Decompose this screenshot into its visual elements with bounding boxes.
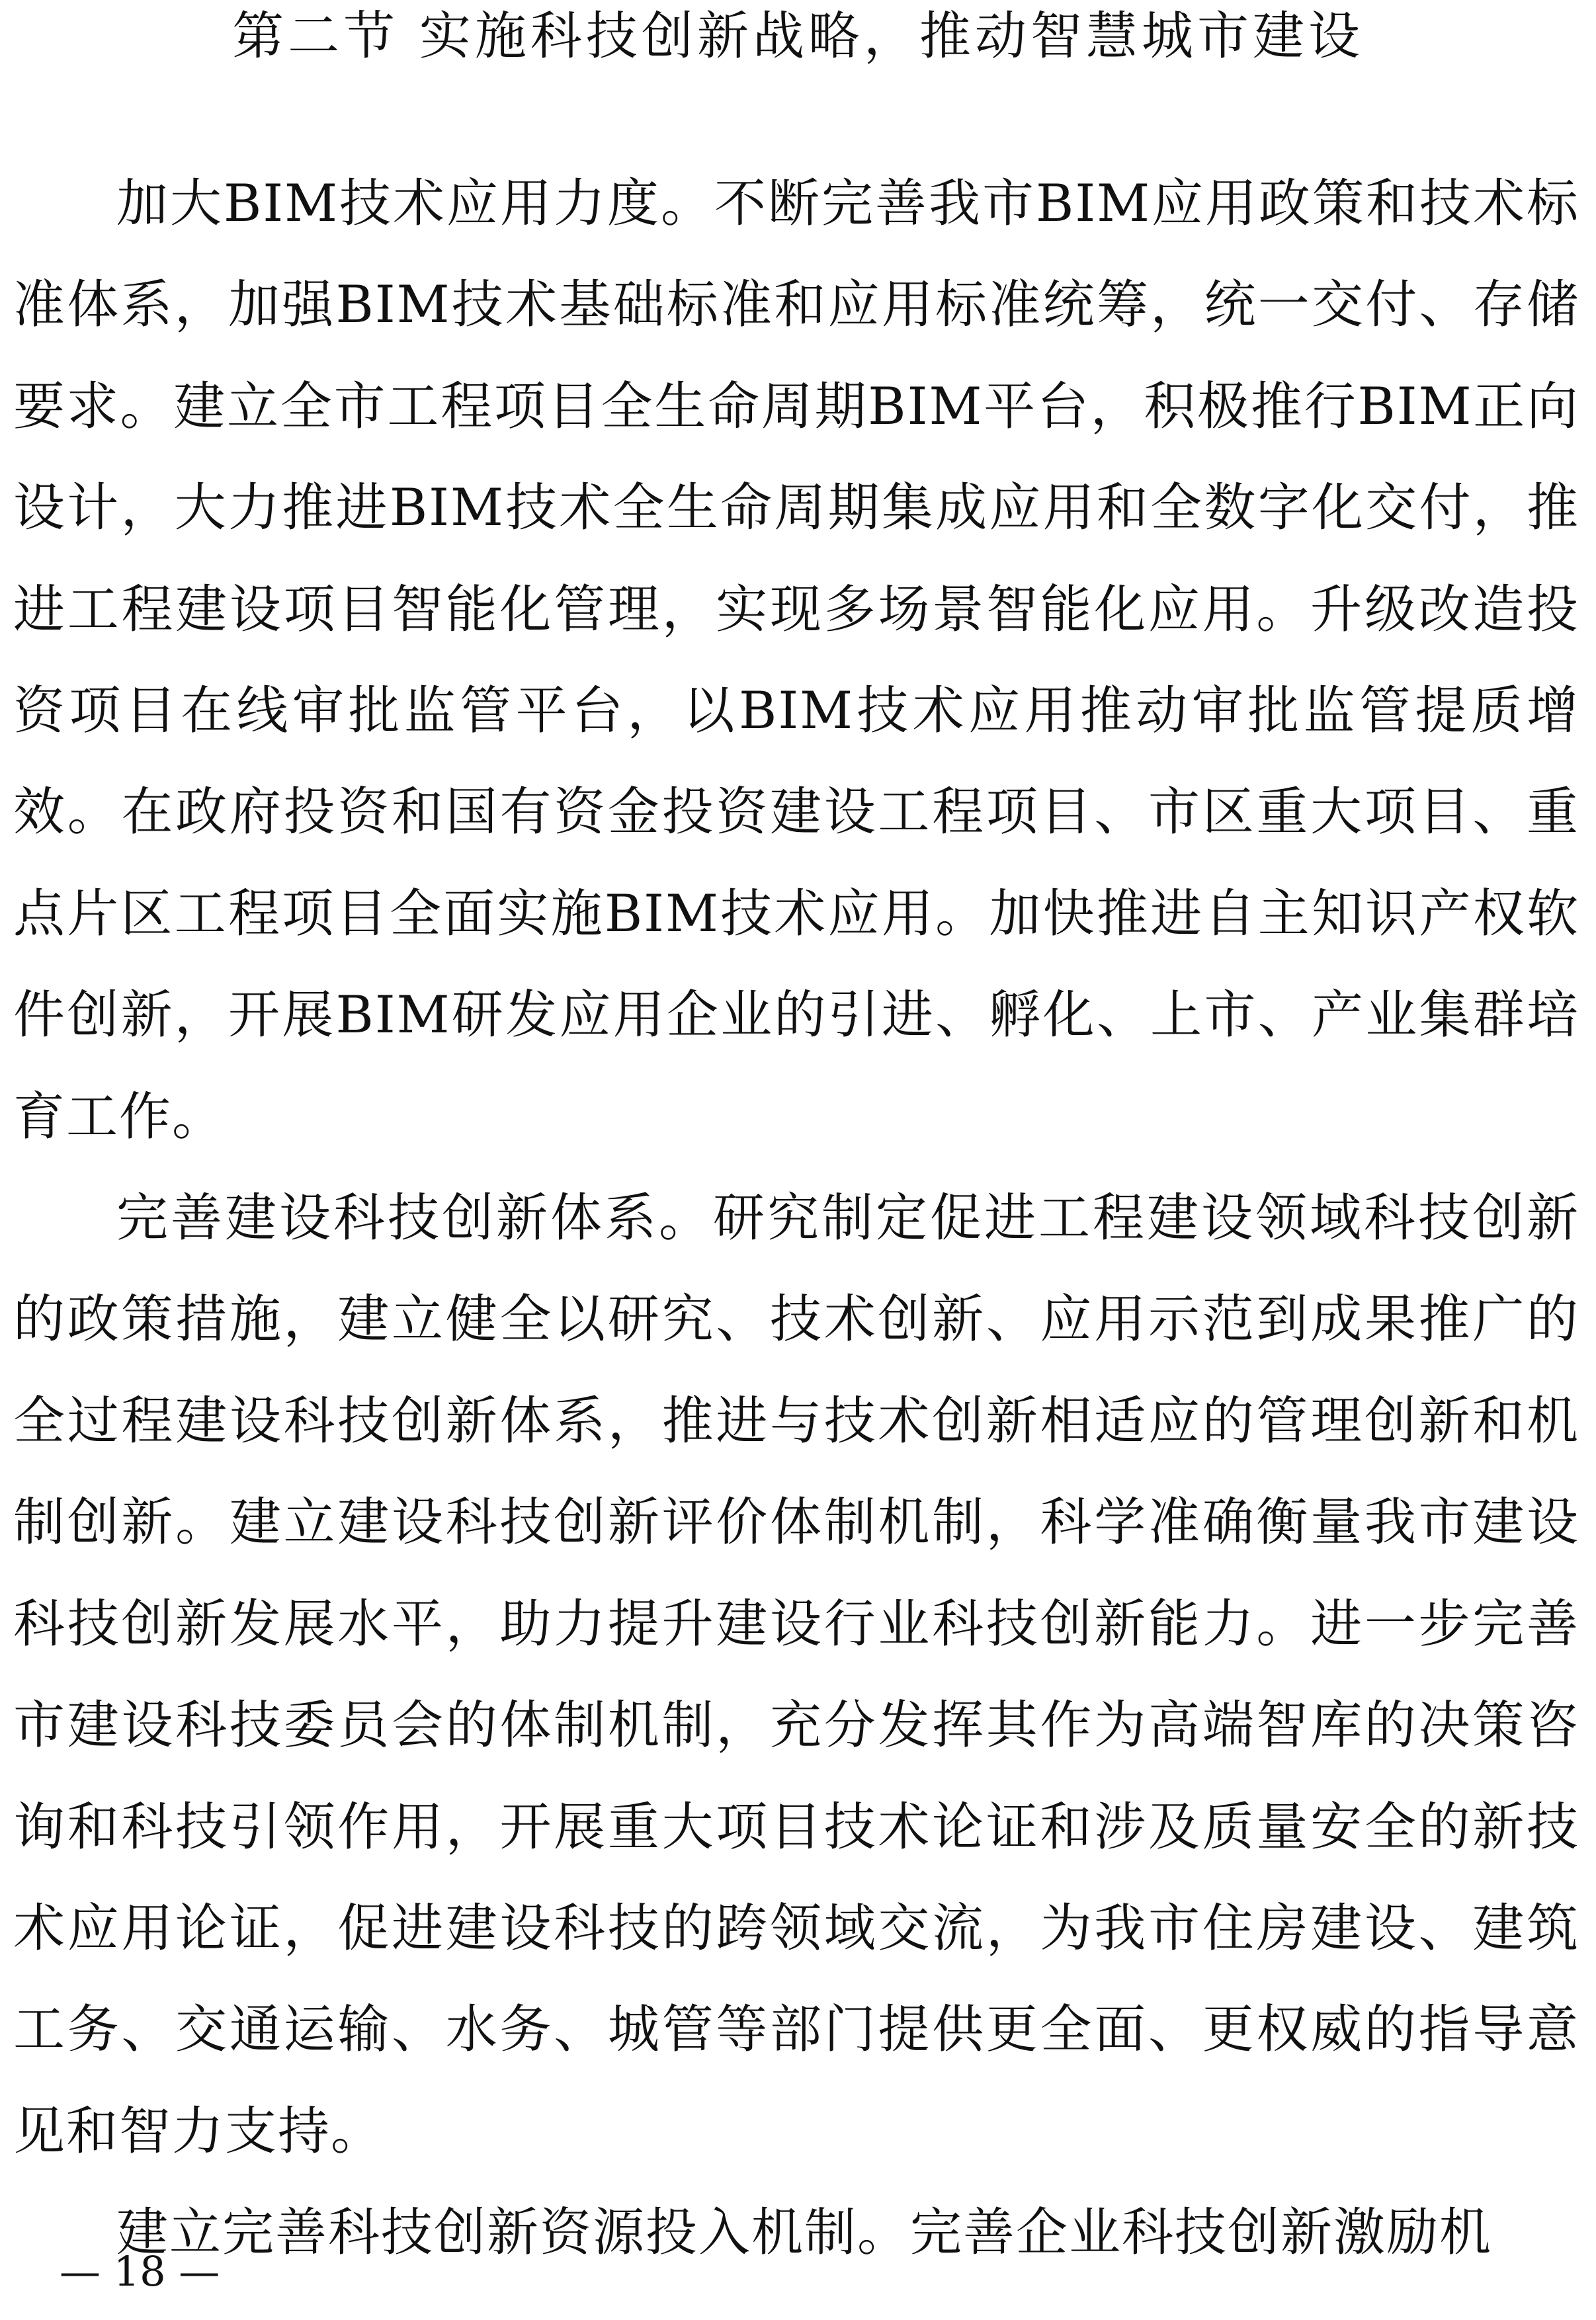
body-text xyxy=(13,153,1579,2284)
paragraph-innovation-system: 完善建设科技创新体系。研究制定促进工程建设领域科技创新的政策措施，建立健全以研究、技术创新、应用示范到成果推广的全过程建设科技创新体系，推进与技术创新相适应的管理创新和机制创新。建立建设科技创新评价体制机制，科学准确衡量我市建设科技创新发展水平，助力提升建设行业科技创新能力。进一步完善市建设科技委员会的体制机制，充分发挥其作为高端智库的决策咨询和科技引领作用，开展重大项目技术论证和涉及质量安全的新技术应用论证，促进建设科技的跨领域交流，为我市住房建设、建筑工务、交通运输、水务、城管等部门提供更全面、更权威的指导意见和智力支持。 xyxy=(13,1188,1579,2161)
paragraph-resource-investment: 建立完善科技创新资源投入机制。完善企业科技创新激励机 xyxy=(116,2203,1493,2263)
page-number: — 18 — xyxy=(60,2247,220,2296)
section-title: 第二节 实施科技创新战略，推动智慧城市建设 xyxy=(232,7,1364,66)
paragraph-bim-application: 加大BIM技术应用力度。不断完善我市BIM应用政策和技术标准体系，加强BIM技术基础标准和应用标准统筹，统一交付、存储要求。建立全市工程项目全生命周期BIM平台，积极推行BIM正向设计，大力推进BIM技术全生命周期集成应用和全数字化交付，推进工程建设项目智能化管理，实现多场景智能化应用。升级改造投资项目在线审批监管平台，以BIM技术应用推动审批监管提质增效。在政府投资和国有资金投资建设工程项目、市区重大项目、重点片区工程项目全面实施BIM技术应用。加快推进自主知识产权软件创新，开展BIM研发应用企业的引进、孵化、上市、产业集群培育工作。 xyxy=(13,174,1579,1147)
